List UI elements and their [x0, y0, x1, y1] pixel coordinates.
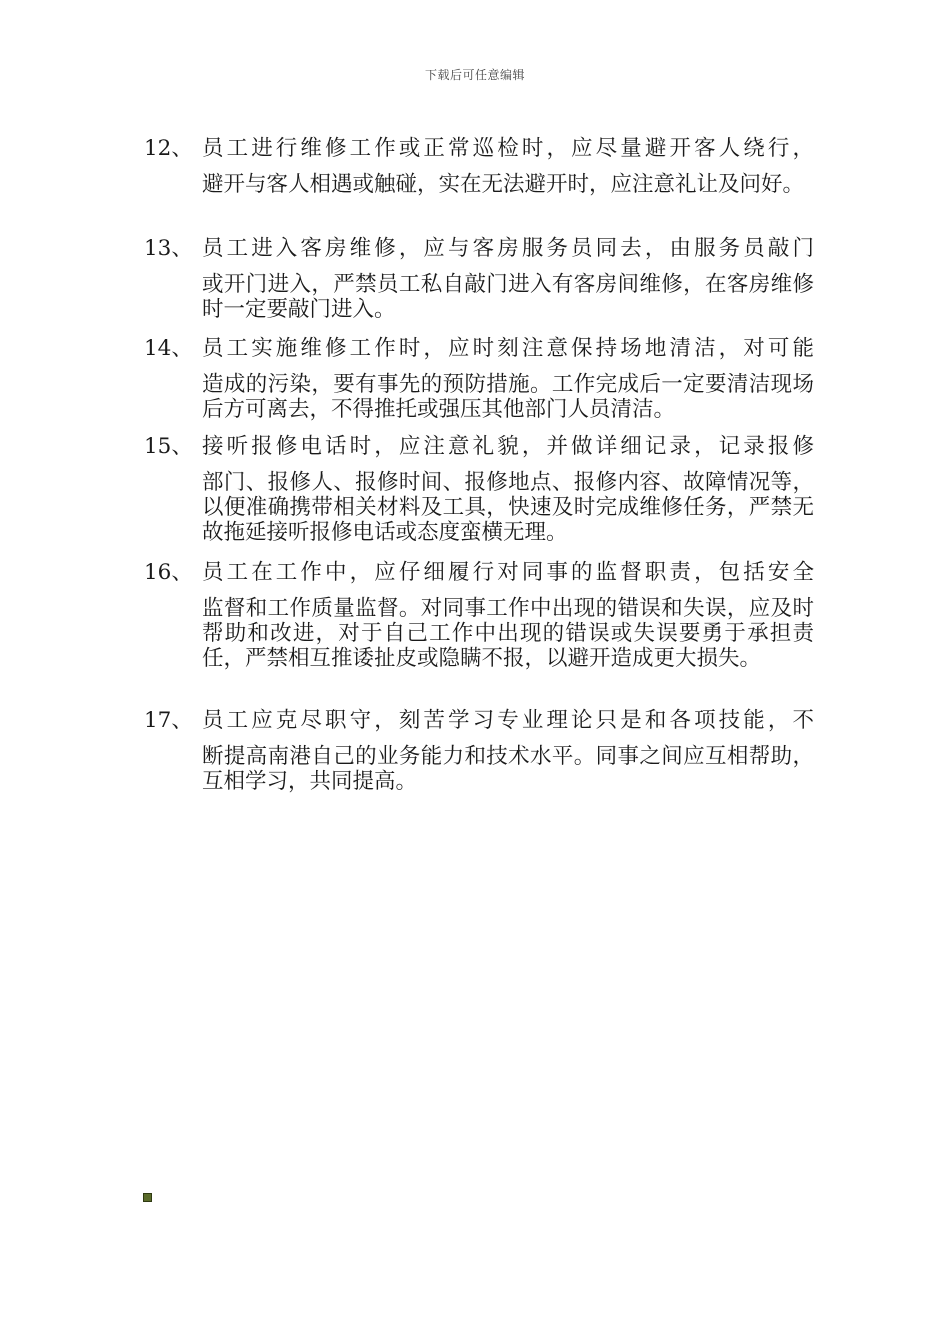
item-continuation: 造成的污染，要有事先的预防措施。工作完成后一定要清洁现场后方可离去，不得推托或强压其他部门人员清洁。 [202, 372, 814, 422]
page-header: 下载后可任意编辑 [424, 68, 525, 82]
item-number: 13、 [144, 236, 193, 261]
item-number: 15、 [144, 434, 193, 459]
item-continuation: 监督和工作质量监督。对同事工作中出现的错误和失误，应及时帮助和改进，对于自己工作中出现的错误或失误要勇于承担责任，严禁相互推诿扯皮或隐瞒不报，以避开造成更大损失。 [202, 596, 814, 671]
item-first-line: 员工进行维修工作或正常巡检时，应尽量避开客人绕行， [202, 136, 814, 161]
list-item-13 [144, 236, 814, 322]
item-number: 17、 [144, 708, 193, 733]
list-item-16 [144, 560, 814, 671]
list-item-15 [144, 434, 814, 545]
item-continuation: 避开与客人相遇或触碰，实在无法避开时，应注意礼让及问好。 [202, 172, 805, 197]
item-number: 12、 [144, 136, 193, 161]
item-first-line: 员工在工作中，应仔细履行对同事的监督职责，包括安全 [202, 560, 814, 585]
item-first-line: 员工实施维修工作时，应时刻注意保持场地清洁，对可能 [202, 336, 814, 361]
item-continuation: 断提高南港自己的业务能力和技术水平。同事之间应互相帮助，互相学习，共同提高。 [202, 744, 814, 794]
item-first-line: 员工应克尽职守，刻苦学习专业理论只是和各项技能，不 [202, 708, 814, 733]
list-item-17 [144, 708, 814, 794]
item-continuation: 部门、报修人、报修时间、报修地点、报修内容、故障情况等，以便准确携带相关材料及工具，快速及时完成维修任务，严禁无故拖延接听报修电话或态度蛮横无理。 [202, 470, 814, 545]
item-first-line: 员工进入客房维修，应与客房服务员同去，由服务员敲门 [202, 236, 814, 261]
item-number: 14、 [144, 336, 193, 361]
list-item-14 [144, 336, 814, 422]
item-continuation: 或开门进入，严禁员工私自敲门进入有客房间维修，在客房维修时一定要敲门进入。 [202, 272, 814, 322]
item-number: 16、 [144, 560, 193, 585]
item-first-line: 接听报修电话时，应注意礼貌，并做详细记录，记录报修 [202, 434, 814, 459]
page-marker-icon [143, 1193, 152, 1202]
list-item-12 [144, 136, 814, 197]
